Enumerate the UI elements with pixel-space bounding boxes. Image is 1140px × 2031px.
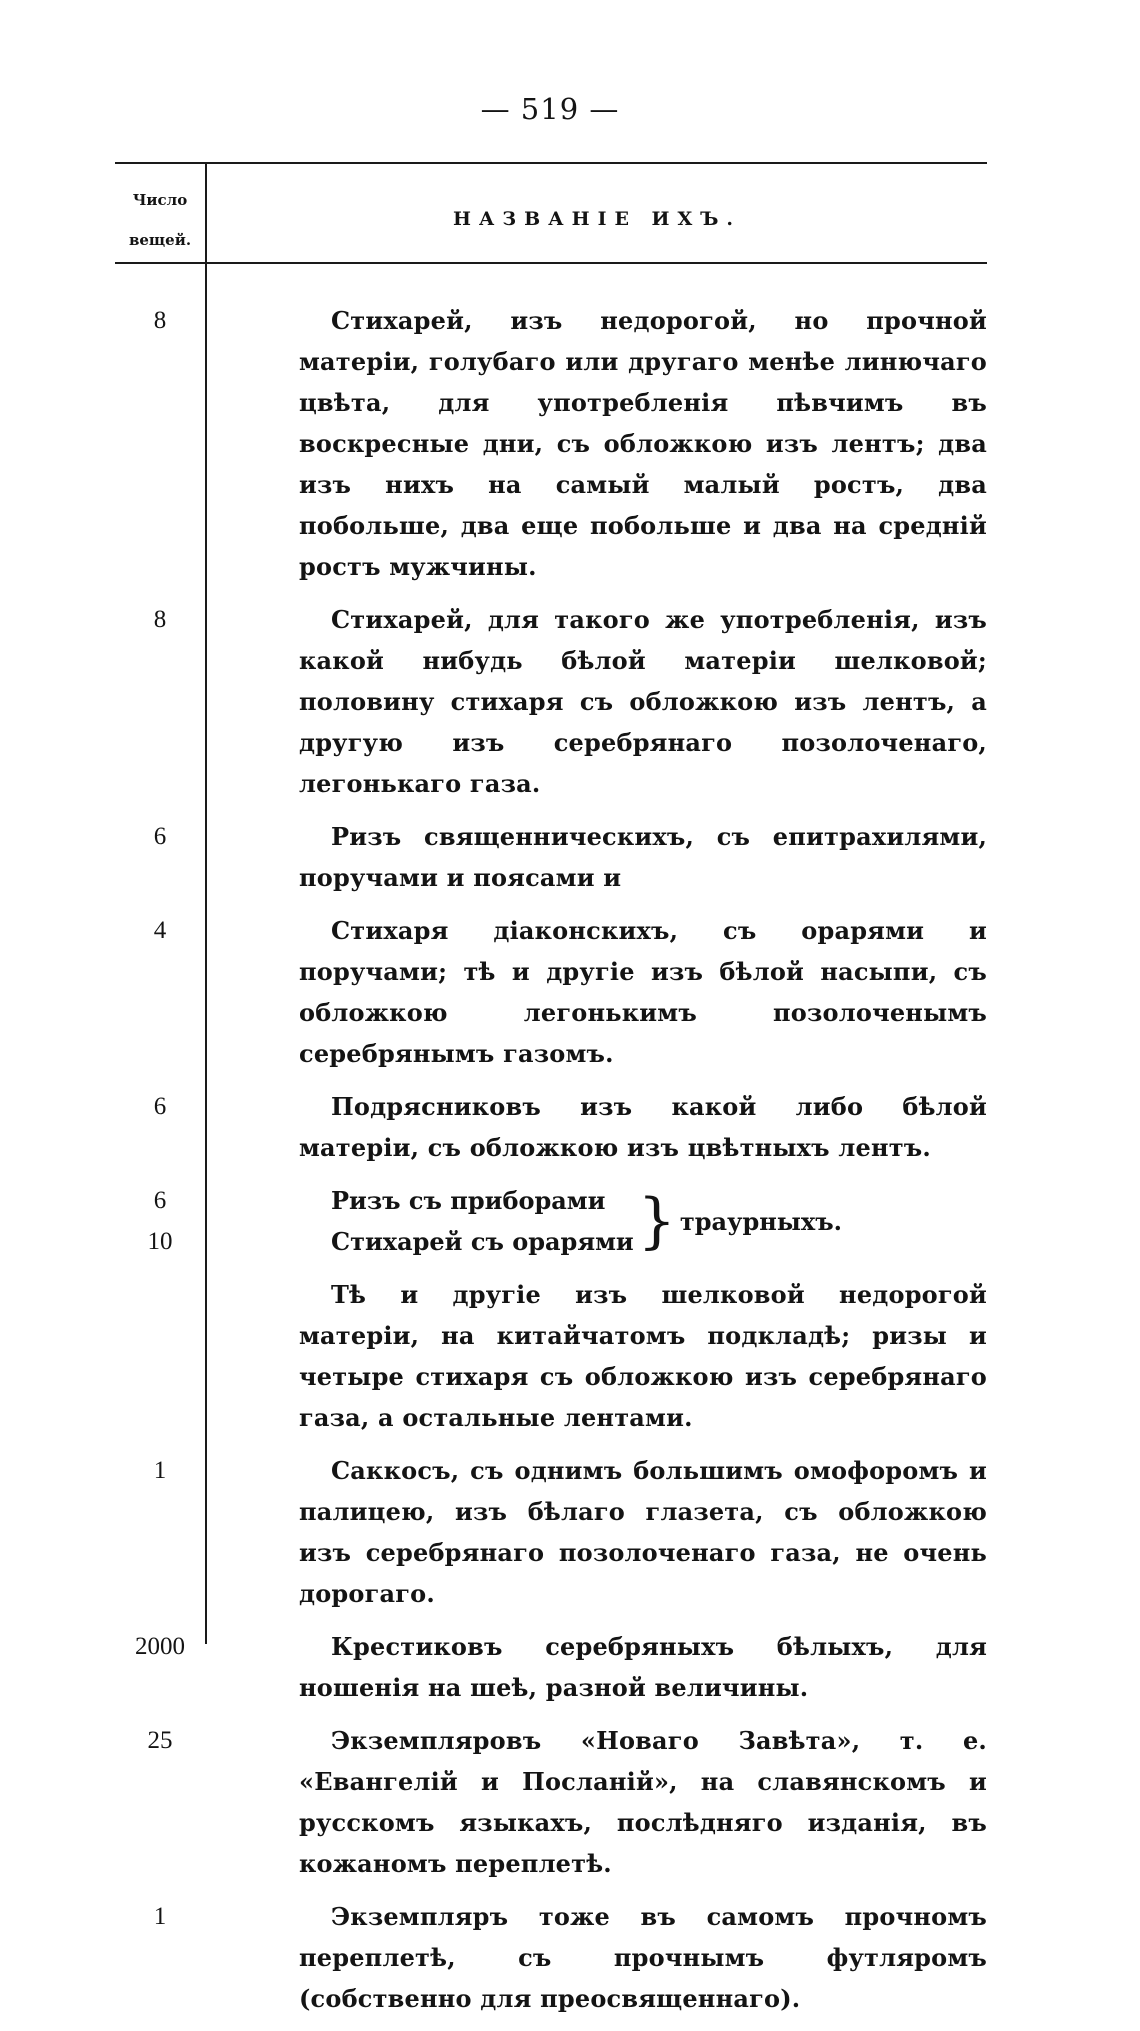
item-count: 6 xyxy=(153,823,167,850)
item-description: Стихарей, изъ недорогой, но прочной матеріи, голубаго или другаго менѣе линючаго цвѣта, для употребленія пѣвчимъ въ воскресные дни, съ обложкою изъ лентъ; два изъ нихъ на самый малый ростъ, два побольше, два еще побольше и два на средній ростъ мужчины. xyxy=(299,306,987,581)
inventory-list xyxy=(115,300,987,2031)
grouping-brace: } xyxy=(637,1186,676,1256)
item-count: 8 xyxy=(153,606,167,633)
list-item xyxy=(115,1896,987,2019)
item-description: Экземпляръ тоже въ самомъ прочномъ переплетѣ, съ прочнымъ футляромъ (собственно для преосвященнаго). xyxy=(299,1902,987,2013)
item-count: 2000 xyxy=(135,1633,185,1660)
paired-label: траурныхъ. xyxy=(679,1206,842,1236)
item-count: 25 xyxy=(147,1727,173,1754)
name-column-heading: НАЗВАНІЕ ИХЪ. xyxy=(452,208,742,230)
paired-item-b: Стихарей съ орарями xyxy=(331,1227,634,1256)
item-description: Экземпляровъ «Новаго Завѣта», т. е. «Евангелій и Посланій», на славянскомъ и русскомъ языкахъ, послѣдняго изданія, въ кожаномъ переплетѣ. xyxy=(299,1726,987,1878)
item-count: 10 xyxy=(147,1228,173,1255)
item-description: Саккосъ, съ однимъ большимъ омофоромъ и палицею, изъ бѣлаго глазета, съ обложкою изъ серебрянаго позолоченаго газа, не очень дорогаго. xyxy=(299,1456,987,1608)
list-item xyxy=(115,1086,987,1168)
item-count: 6 xyxy=(153,1093,167,1120)
paired-item-a: Ризъ съ приборами xyxy=(331,1186,606,1215)
list-item xyxy=(115,1626,987,1708)
list-item xyxy=(115,910,987,1074)
paired-list-item xyxy=(115,1180,987,1262)
item-count: 4 xyxy=(153,917,167,944)
item-note: Тѣ и другіе изъ шелковой недорогой матеріи, на китайчатомъ подкладѣ; ризы и четыре стихаря съ обложкою изъ серебрянаго газа, а остальные лентами. xyxy=(299,1280,987,1432)
list-item xyxy=(115,1450,987,1614)
item-description: Крестиковъ серебряныхъ бѣлыхъ, для ношенія на шеѣ, разной величины. xyxy=(299,1632,987,1702)
page-number: — 519 — xyxy=(480,92,620,126)
item-count: 6 xyxy=(153,1187,167,1214)
count-heading-line2: вещей. xyxy=(128,231,192,249)
item-count: 1 xyxy=(153,1903,167,1930)
paired-counts xyxy=(115,1180,205,1262)
item-count: 8 xyxy=(153,307,167,334)
list-item-note xyxy=(115,1274,987,1438)
count-heading-line1: Число xyxy=(132,191,188,209)
list-item xyxy=(115,1720,987,1884)
item-description: Стихаря діаконскихъ, съ орарями и поручами; тѣ и другіе изъ бѣлой насыпи, съ обложкою легонькимъ позолоченымъ серебрянымъ газомъ. xyxy=(299,916,987,1068)
header-bottom-rule xyxy=(115,262,987,264)
count-column-heading xyxy=(115,180,205,260)
table-top-rule xyxy=(115,162,987,164)
item-count: 1 xyxy=(153,1457,167,1484)
item-description: Стихарей, для такого же употребленія, изъ какой нибудь бѣлой матеріи шелковой; половину стихаря съ обложкою изъ лентъ, а другую изъ серебрянаго позолоченаго, легонькаго газа. xyxy=(299,605,987,798)
item-description: Ризъ священническихъ, съ епитрахилями, поручами и поясами и xyxy=(299,822,987,892)
item-description: Подрясниковъ изъ какой либо бѣлой матеріи, съ обложкою изъ цвѣтныхъ лентъ. xyxy=(299,1092,987,1162)
paired-items xyxy=(331,1180,634,1262)
list-item xyxy=(115,599,987,804)
list-item xyxy=(115,300,987,587)
list-item xyxy=(115,816,987,898)
